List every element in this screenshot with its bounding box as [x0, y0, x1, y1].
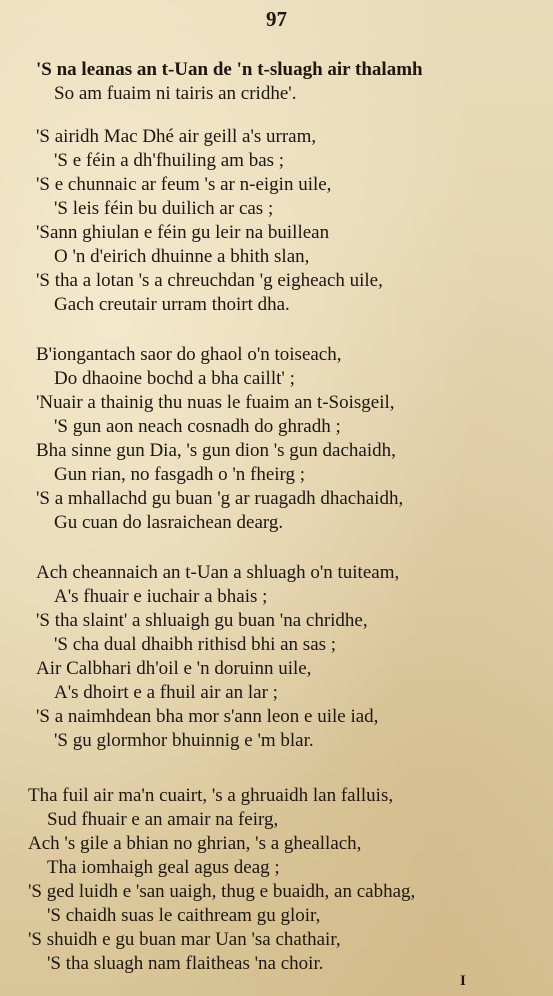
verse-line: 'S ged luidh e 'san uaigh, thug e buaidh, an cabhag, [28, 881, 416, 902]
verse-line: O 'n d'eirich dhuinne a bhith slan, [54, 246, 310, 267]
verse-line: A's fhuair e iuchair a bhais ; [54, 586, 268, 607]
verse-line: 'S tha slaint' a shluaigh gu buan 'na chridhe, [36, 610, 368, 631]
verse-line: 'S a mhallachd gu buan 'g ar ruagadh dhachaidh, [36, 488, 404, 509]
verse-line: 'S shuidh e gu buan mar Uan 'sa chathair, [28, 929, 341, 950]
verse-line: Do dhaoine bochd a bha caillt' ; [54, 368, 295, 389]
signature-mark: I [460, 973, 466, 989]
verse-line: 'S airidh Mac Dhé air geill a's urram, [36, 126, 317, 147]
verse-line: Gach creutair urram thoirt dha. [54, 294, 290, 315]
verse-line: 'S gu glormhor bhuinnig e 'm blar. [54, 730, 314, 751]
verse-line: 'S na leanas an t-Uan de 'n t-sluagh air thalamh [36, 59, 423, 80]
verse-line: Gun rian, no fasgadh o 'n fheirg ; [54, 464, 306, 485]
verse-line: Sud fhuair e an amair na feirg, [47, 809, 279, 830]
verse-line: 'Sann ghiulan e féin gu leir na buillean [36, 222, 330, 243]
verse-line: Tha fuil air ma'n cuairt, 's a ghruaidh lan falluis, [28, 785, 394, 806]
verse-line: 'S gun aon neach cosnadh do ghradh ; [54, 416, 341, 437]
verse-line: 'S leis féin bu duilich ar cas ; [54, 198, 274, 219]
verse-line: Gu cuan do lasraichean dearg. [54, 512, 284, 533]
verse-line: Tha iomhaigh geal agus deag ; [47, 857, 280, 878]
verse-line: 'Nuair a thainig thu nuas le fuaim an t-Soisgeil, [36, 392, 395, 413]
verse-line: B'iongantach saor do ghaol o'n toiseach, [36, 344, 342, 365]
verse-line: Ach cheannaich an t-Uan a shluagh o'n tuiteam, [36, 562, 400, 583]
verse-line: 'S a naimhdean bha mor s'ann leon e uile iad, [36, 706, 379, 727]
verse-line: Ach 's gile a bhian no ghrian, 's a gheallach, [28, 833, 362, 854]
verse-line: 'S chaidh suas le caithream gu gloir, [47, 905, 321, 926]
verse-line: 'S tha sluagh nam flaitheas 'na choir. [47, 953, 324, 974]
verse-line: Air Calbhari dh'oil e 'n doruinn uile, [36, 658, 312, 679]
verse-line: 'S e chunnaic ar feum 's ar n-eigin uile, [36, 174, 332, 195]
page-number: 97 [266, 7, 287, 31]
verse-line: 'S cha dual dhaibh rithisd bhi an sas ; [54, 634, 337, 655]
verse-line: 'S e féin a dh'fhuiling am bas ; [54, 150, 285, 171]
verse-line: So am fuaim ni tairis an cridhe'. [54, 83, 297, 104]
verse-line: A's dhoirt e a fhuil air an lar ; [54, 682, 278, 703]
verse-line: Bha sinne gun Dia, 's gun dion 's gun dachaidh, [36, 440, 396, 461]
verse-line: 'S tha a lotan 's a chreuchdan 'g eigheach uile, [36, 270, 383, 291]
